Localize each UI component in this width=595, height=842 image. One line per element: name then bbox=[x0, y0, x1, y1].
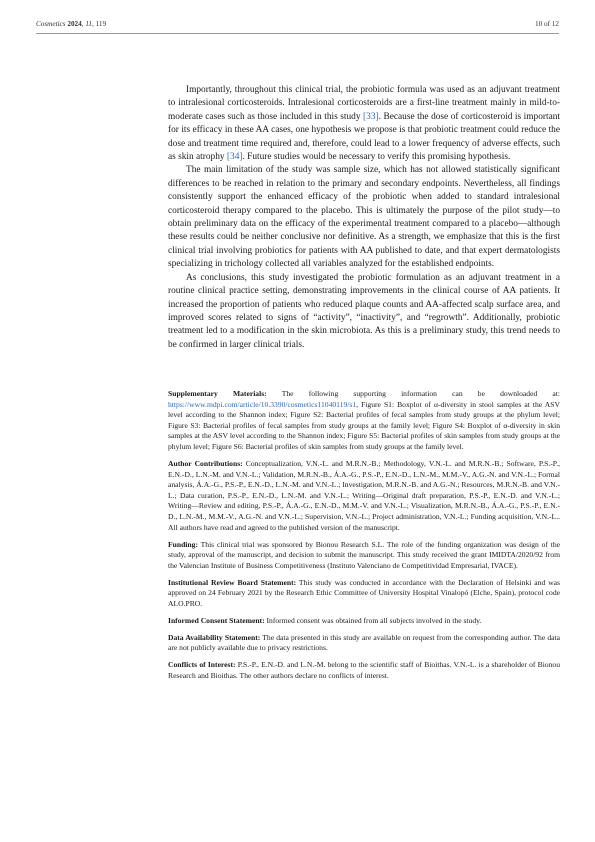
citation-link[interactable]: [34] bbox=[226, 152, 243, 163]
journal-citation: Cosmetics 2024, 11, 119 bbox=[36, 20, 107, 28]
section-text: This clinical trial was sponsored by Bionou Research S.L. The role of the funding organization was design of the study, approval of the manuscript, and decision to submit the manuscript. This study received the grant IMIDTA/2020/92 from the Valencian Institute of Business Competitiveness (Instituto Valenciano de Competitividad Empresarial, IVACE). bbox=[168, 539, 560, 570]
paragraph-text: . Future studies would be necessary to verify this promising hypothesis. bbox=[242, 152, 511, 163]
journal-volume: 11 bbox=[85, 20, 92, 28]
section-text: Conceptualization, V.N.-L. and M.R.N.-B.; Methodology, V.N.-L. and M.R.N.-B.; Software, P.S.-P., E.N.-D., L.N.-M. and V.N.-L.; Validation, M.R.N.-B., Á.A.-G., P.S.-P., E.N.-D., L.N.-M., M.M.-V., A.G.-N. and V.N.-L.; Formal analysis, Á.A.-G., P.S.-P., E.N.-D., L.N.-M. and V.N.-L.; Investigation, M.R.N.-B. and A.G.-N.; Resources, M.R.N.-B. and V.N.-L.; Data curation, P.S.-P., E.N.-D., L.N.-M. and V.N.-L.; Writing—Original draft preparation, P.S.-P., E.N.-D. and V.N.-L.; Writing—Review and editing, P.S.-P., Á.A.-G., E.N.-D., M.M.-V. and V.N.-L.; Visualization, M.R.N.-B., Á.A.-G., P.S.-P., E.N.-D., L.N.-M., M.M.-V., A.G.-N. and V.N.-L.; Supervision, V.N.-L.; Project administration, V.N.-L.; Funding acquisition, V.N.-L.. All authors have read and agreed to the published version of the manuscript. bbox=[168, 458, 560, 532]
section-label: Informed Consent Statement: bbox=[168, 615, 265, 625]
section-label: Institutional Review Board Statement: bbox=[168, 577, 297, 587]
section-text: Informed consent was obtained from all subjects involved in the study. bbox=[264, 615, 482, 625]
funding bbox=[168, 540, 560, 572]
citation-link[interactable]: [33] bbox=[363, 111, 379, 122]
paragraph-conclusions: As conclusions, this study investigated the probiotic formulation as an adjuvant treatment in a routine clinical practice setting, demonstrating improvements in the clinical course of AA patients. It increased the proportion of patients who reduced plaque counts and AA-affected scalp surface area, and improved scores related to signs of “activity”, “inactivity”, and “regrowth”. Additionally, probiotic treatment led to a modification in the skin microbiota. As this is a preliminary study, this trend needs to be confirmed in larger clinical trials. bbox=[168, 272, 560, 350]
page-header bbox=[36, 20, 559, 34]
section-label: Author Contributions: bbox=[168, 458, 243, 468]
irb-statement bbox=[168, 578, 560, 610]
section-text: The following supporting information can be downloaded at: bbox=[266, 389, 561, 398]
article-number: 119 bbox=[95, 20, 107, 28]
section-label: Conflicts of Interest: bbox=[168, 660, 236, 670]
supplementary-link[interactable]: https://www.mdpi.com/article/10.3390/cosmetics11040119/s1 bbox=[168, 399, 357, 409]
header-rule bbox=[36, 33, 559, 34]
paragraph-adjuvant bbox=[168, 84, 560, 164]
section-label: Supplementary Materials: bbox=[168, 389, 267, 398]
supplementary-materials bbox=[168, 389, 560, 453]
author-contributions bbox=[168, 459, 560, 533]
paragraph-text: . Because the dose of corticosteroid is important for its efficacy in these AA cases, one hypothesis we propose is that probiotic treatment could reduce the dose and treatment time required and, therefore, could lead to a lower frequency of adverse effects, such as skin atrophy bbox=[168, 111, 561, 163]
paragraph-limitations: The main limitation of the study was sample size, which has not allowed statistically significant differences to be reached in relation to the primary and secondary endpoints. Nevertheless, all findings consistently support the enhanced efficacy of the probiotic when added to standard intralesional corticosteroid therapy compared to the placebo. This is ultimately the purpose of the pilot study—to obtain preliminary data on the efficacy of the experimental treatment compared to a placebo—although these results could be neither conclusive nor definitive. As a strength, we emphasize that this is the first clinical trial involving probiotics for patients with AA published to date, and that expert dermatologists specializing in trichology collected all variables analyzed for the established endpoints. bbox=[168, 165, 560, 270]
back-matter bbox=[168, 389, 560, 688]
section-label: Data Availability Statement: bbox=[168, 632, 261, 642]
data-availability bbox=[168, 633, 560, 654]
paragraph-text: Importantly, throughout this clinical trial, the probiotic formula was used as an adjuvant treatment to intralesional corticosteroids. Intralesional corticosteroids are a first-line treatment mainly in mild-to-moderate cases such as those included in this study bbox=[168, 85, 560, 122]
section-label: Funding: bbox=[168, 539, 198, 549]
page-number: 10 of 12 bbox=[535, 20, 559, 28]
body-text bbox=[168, 84, 560, 352]
conflicts-of-interest bbox=[168, 660, 560, 681]
section-text: The data presented in this study are available on request from the corresponding author. The data are not publicly available due to privacy restrictions. bbox=[168, 632, 560, 653]
section-text: This study was conducted in accordance with the Declaration of Helsinki and was approved on 24 February 2021 by the Research Ethic Committee of University Hospital Vinalopó (Elche, Spain), protocol code ALO.PRO. bbox=[168, 577, 560, 608]
informed-consent bbox=[168, 616, 560, 627]
section-text: P.S.-P., E.N.-D. and L.N.-M. belong to the scientific staff of Bioithas. V.N.-L. is a shareholder of Bionou Research and Bioithas. The other authors declare no conflicts of interest. bbox=[168, 660, 560, 680]
journal-name: Cosmetics bbox=[36, 20, 66, 28]
journal-year: 2024 bbox=[67, 20, 82, 28]
section-text: , Figure S1: Boxplot of α-diversity in stool samples at the ASV level according to the Shannon index; Figure S2: Bacterial profiles of fecal samples from study groups at the phylum level; Figure S3: Bacterial profiles of fecal samples from study groups at the family level; Figure S4: Boxplot of α-diversity in skin samples at the ASV level according to the Shannon index; Figure S5: Bacterial profiles of skin samples from study groups at the phylum level; Figure S6: Bacterial profiles of skin samples from study groups at the family level. bbox=[168, 399, 560, 451]
